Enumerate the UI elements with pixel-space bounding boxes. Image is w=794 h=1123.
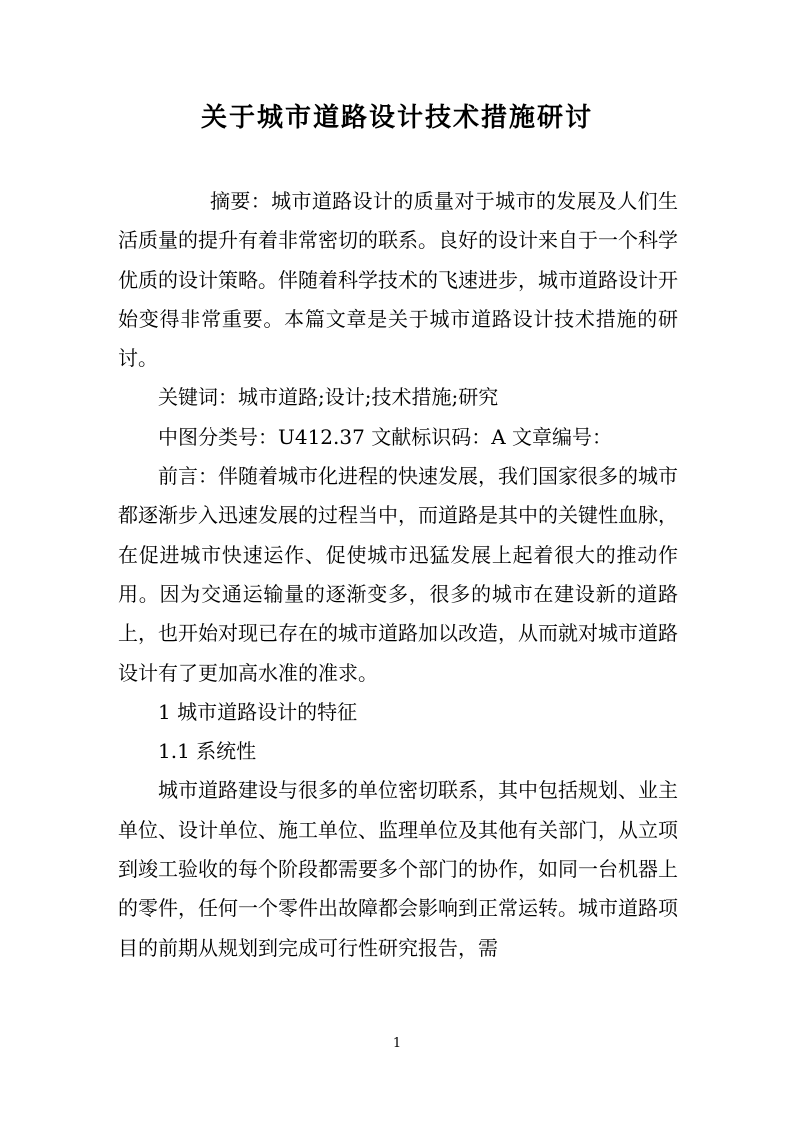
- document-title: 关于城市道路设计技术措施研讨: [200, 103, 593, 133]
- page-number: 1: [392, 1036, 402, 1051]
- section-body-paragraph: 城市道路建设与很多的单位密切联系，其中包括规划、业主单位、设计单位、施工单位、监理单位及其他有关部门，从立项到竣工验收的每个阶段都需要多个部门的协作，如同一台机器上的零件，任何一个零件出故障都会影响到正常运转。城市道路项目的前期从规划到完成可行性研究报告，需: [118, 778, 678, 960]
- keywords-line: 关键词：城市道路;设计;技术措施;研究: [158, 385, 499, 410]
- document-body: [118, 182, 678, 968]
- subsection-heading: 1.1 系统性: [158, 739, 257, 764]
- section-heading: 1 城市道路设计的特征: [158, 699, 358, 724]
- preface-paragraph: 前言：伴随着城市化进程的快速发展，我们国家很多的城市都逐渐步入迅速发展的过程当中，而道路是其中的关键性血脉，在促进城市快速运作、促使城市迅猛发展上起着很大的推动作用。因为交通运输量的逐渐变多，很多的城市在建设新的道路上，也开始对现已存在的城市道路加以改造，从而就对城市道路设计有了更加高水准的准求。: [118, 464, 678, 685]
- abstract-paragraph: 摘要：城市道路设计的质量对于城市的发展及人们生活质量的提升有着非常密切的联系。良好的设计来自于一个科学优质的设计策略。伴随着科学技术的飞速进步，城市道路设计开始变得非常重要。本篇文章是关于城市道路设计技术措施的研讨。: [118, 189, 678, 371]
- classification-line: 中图分类号：U412.37 文献标识码：A 文章编号：: [158, 424, 612, 449]
